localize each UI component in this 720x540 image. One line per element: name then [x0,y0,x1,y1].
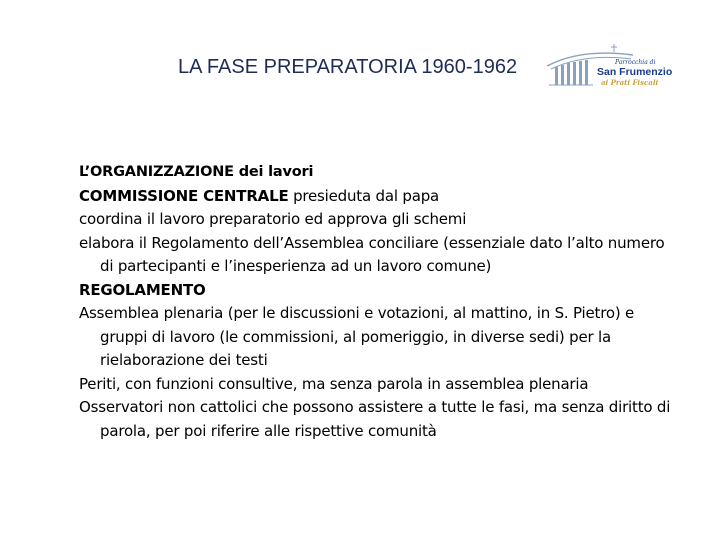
logo-bottom-text: ai Prati Fiscali [601,78,659,87]
coordina-line: coordina il lavoro preparatorio ed approva gli schemi [79,210,467,228]
periti-line: Periti, con funzioni consultive, ma senza parola in assemblea plenaria [79,374,589,393]
slide-body [79,161,679,443]
regolamento-heading: REGOLAMENTO [79,280,206,299]
commissione-description: presieduta dal papa [288,186,440,205]
commissione-line [79,185,679,209]
commissione-centrale-label: COMMISSIONE CENTRALE [79,186,289,205]
logo-name: San Frumenzio [597,66,673,78]
parish-logo [541,42,673,90]
logo-top-text: Parrocchia di [615,59,656,66]
elabora-line: elabora il Regolamento dell’Assemblea conciliare (essenziale dato l’alto numero di partecipanti e l’inesperienza ad un lavoro comune) [79,233,665,275]
assemblea-line: Assemblea plenaria (per le discussioni e votazioni, al mattino, in S. Pietro) e gruppi di lavoro (le commissioni, al pomeriggio, in diverse sedi) per la rielaborazione dei testi [79,304,635,369]
section-heading-organizzazione: L’ORGANIZZAZIONE dei lavori [79,164,314,180]
osservatori-line: Osservatori non cattolici che possono assistere a tutte le fasi, ma senza diritto di parola, per poi riferire alle rispettive comunità [79,398,671,440]
slide-title: LA FASE PREPARATORIA 1960-1962 [178,56,518,78]
